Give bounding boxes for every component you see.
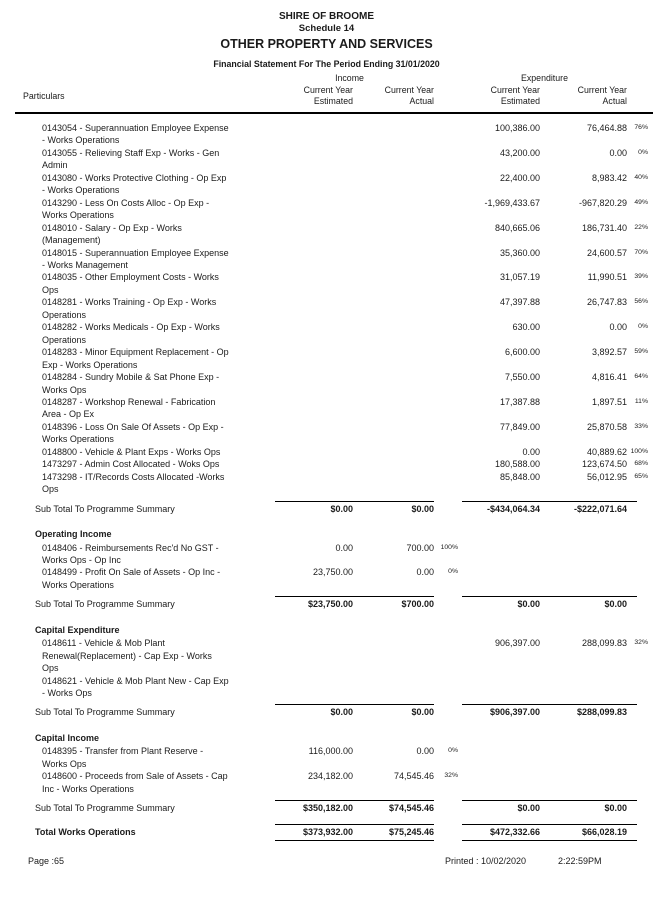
column-rule-row	[15, 596, 653, 597]
row-particulars: 0148283 - Minor Equipment Replacement - Op Exp - Works Operations	[42, 347, 229, 370]
income-estimated-header	[265, 85, 353, 107]
row-expenditure-estimated: 906,397.00	[494, 638, 540, 649]
subtotal-expenditure-estimated: -$434,064.34	[486, 503, 540, 514]
row-income-percent: 100%	[440, 543, 458, 551]
income-rule	[275, 704, 434, 705]
subtotal-row	[15, 802, 653, 814]
row-expenditure-percent: 100%	[630, 447, 648, 455]
subtotal-expenditure-actual: $0.00	[604, 599, 627, 610]
row-income-actual: 700.00	[406, 542, 434, 553]
row-particulars: 0148281 - Works Training - Op Exp - Works Operations	[42, 297, 217, 320]
row-expenditure-percent: 11%	[634, 397, 648, 405]
row-particulars: 0148800 - Vehicle & Plant Exps - Works Ops	[42, 446, 221, 457]
subtotal-income-actual: $700.00	[401, 599, 434, 610]
row-expenditure-estimated: 6,600.00	[504, 347, 540, 358]
income-rule	[275, 840, 434, 841]
row-expenditure-estimated: 180,588.00	[494, 459, 540, 470]
expenditure-actual-header	[540, 85, 627, 107]
row-particulars: 0143080 - Works Protective Clothing - Op Exp - Works Operations	[42, 172, 227, 196]
table-row	[15, 637, 653, 674]
current-year-label: Current Year	[490, 85, 540, 95]
row-income-estimated: 234,182.00	[307, 771, 353, 782]
row-particulars: 1473298 - IT/Records Costs Allocated -Works Ops	[42, 471, 225, 495]
row-expenditure-percent: 49%	[634, 198, 648, 206]
table-row	[15, 471, 653, 496]
table-row	[15, 396, 653, 421]
subtotal-label: Sub Total To Programme Summary	[35, 803, 175, 814]
column-header-row	[15, 85, 653, 107]
table-body	[0, 122, 653, 841]
expenditure-group-label: Expenditure	[521, 73, 568, 83]
table-row	[15, 542, 653, 567]
row-expenditure-estimated: 100,386.00	[494, 123, 540, 133]
actual-label: Actual	[409, 96, 434, 106]
income-group-label: Income	[335, 73, 364, 83]
schedule-label: Schedule 14	[298, 23, 355, 34]
row-income-percent: 0%	[448, 568, 458, 576]
income-rule	[275, 824, 434, 825]
row-expenditure-actual: 24,600.57	[586, 247, 627, 258]
table-row	[15, 770, 653, 795]
row-expenditure-estimated: 43,200.00	[499, 147, 540, 158]
income-rule	[275, 800, 434, 801]
row-expenditure-estimated: 35,360.00	[499, 247, 540, 258]
table-row	[15, 566, 653, 591]
row-income-actual: 0.00	[416, 746, 434, 757]
row-expenditure-percent: 68%	[634, 460, 648, 468]
row-expenditure-actual: 0.00	[609, 147, 627, 158]
subtotal-row	[15, 503, 653, 515]
table-row	[15, 222, 653, 247]
subtotal-income-actual: $75,245.46	[388, 826, 434, 837]
row-expenditure-actual: 11,990.51	[587, 272, 627, 283]
subtotal-income-actual: $0.00	[411, 503, 434, 514]
row-particulars: 0148035 - Other Employment Costs - Works Ops	[42, 272, 219, 295]
row-particulars: 0148406 - Reimbursements Rec'd No GST - Works Ops - Op Inc	[42, 542, 219, 565]
subtotal-expenditure-estimated: $0.00	[517, 803, 540, 814]
section-heading: Capital Income	[35, 732, 100, 743]
row-expenditure-estimated: 31,057.19	[499, 272, 540, 283]
column-rule-row	[15, 800, 653, 801]
row-expenditure-actual: 288,099.83	[581, 638, 627, 649]
section-heading: Capital Expenditure	[35, 624, 120, 635]
row-expenditure-actual: 1,897.51	[591, 396, 627, 407]
expenditure-rule	[462, 800, 637, 801]
section-heading: Operating Income	[35, 529, 112, 540]
subtotal-expenditure-estimated: $472,332.66	[489, 826, 540, 837]
row-particulars: 0148284 - Sundry Mobile & Sat Phone Exp - Works Ops	[42, 372, 220, 395]
subtotal-row	[15, 706, 653, 718]
current-year-label: Current Year	[577, 85, 627, 95]
current-year-label: Current Year	[384, 85, 434, 95]
actual-label: Actual	[602, 96, 627, 106]
row-expenditure-actual: -967,820.29	[578, 197, 627, 208]
table-row	[15, 446, 653, 458]
subtotal-row	[15, 598, 653, 610]
row-particulars: 0148015 - Superannuation Employee Expense - Works Management	[42, 247, 229, 270]
row-expenditure-estimated: 840,665.06	[494, 222, 540, 233]
row-expenditure-estimated: 47,397.88	[499, 297, 540, 308]
row-expenditure-actual: 76,464.88	[586, 123, 627, 133]
row-income-actual: 0.00	[416, 567, 434, 578]
row-income-estimated: 116,000.00	[308, 746, 353, 757]
row-particulars: 0148282 - Works Medicals - Op Exp - Works Operations	[42, 322, 220, 345]
table-row	[15, 675, 653, 700]
table-row	[15, 321, 653, 346]
section-heading-row	[15, 624, 653, 636]
row-expenditure-actual: 8,983.42	[591, 172, 627, 183]
row-expenditure-actual: 123,674.50	[581, 459, 627, 470]
total-block	[0, 824, 653, 841]
row-particulars: 0148611 - Vehicle & Mob Plant Renewal(Replacement) - Cap Exp - Works Ops	[42, 638, 212, 674]
subtotal-label: Sub Total To Programme Summary	[35, 599, 175, 610]
subtotal-expenditure-actual: $66,028.19	[581, 826, 627, 837]
row-particulars: 0143290 - Less On Costs Alloc - Op Exp - Works Operations	[42, 197, 210, 221]
row-expenditure-estimated: 77,849.00	[499, 421, 540, 432]
row-expenditure-actual: 25,870.58	[586, 421, 627, 432]
expenditure-rule	[462, 824, 637, 825]
row-particulars: 0148396 - Loss On Sale Of Assets - Op Exp - Works Operations	[42, 421, 224, 445]
row-expenditure-percent: 76%	[634, 124, 648, 131]
table-header	[0, 73, 653, 107]
row-particulars: 0148287 - Workshop Renewal - Fabrication Area - Op Ex	[42, 396, 216, 420]
row-particulars: 0143054 - Superannuation Employee Expense - Works Operations	[42, 123, 229, 146]
printed-date: Printed : 10/02/2020	[445, 856, 527, 866]
table-row	[15, 122, 653, 147]
row-income-estimated: 23,750.00	[312, 567, 353, 578]
row-expenditure-percent: 59%	[634, 348, 648, 356]
row-expenditure-estimated: -1,969,433.67	[484, 197, 540, 208]
row-income-estimated: 0.00	[335, 542, 353, 553]
income-rule	[275, 596, 434, 597]
row-particulars: 0148010 - Salary - Op Exp - Works (Management)	[42, 222, 182, 246]
expenditure-rule	[462, 840, 637, 841]
estimated-label: Estimated	[500, 96, 540, 106]
total-row	[15, 826, 653, 838]
document-header	[0, 0, 653, 70]
subtotal-income-estimated: $350,182.00	[302, 803, 353, 814]
row-particulars: 0143055 - Relieving Staff Exp - Works - Gen Admin	[42, 147, 220, 171]
row-expenditure-estimated: 630.00	[512, 322, 540, 333]
subtotal-label: Sub Total To Programme Summary	[35, 503, 175, 514]
table-row	[15, 247, 653, 272]
page-title: OTHER PROPERTY AND SERVICES	[220, 37, 433, 51]
row-expenditure-actual: 4,816.41	[591, 372, 627, 383]
statement-subtitle: Financial Statement For The Period Ending 31/01/2020	[213, 59, 440, 69]
subtotal-label: Total Works Operations	[35, 826, 136, 837]
row-expenditure-percent: 64%	[634, 373, 648, 381]
row-expenditure-estimated: 85,848.00	[499, 471, 540, 482]
column-rule-row	[15, 501, 653, 502]
current-year-label: Current Year	[303, 85, 353, 95]
table-row	[15, 172, 653, 197]
subtotal-expenditure-actual: $288,099.83	[576, 707, 627, 718]
income-actual-header	[353, 85, 434, 107]
subtotal-income-actual: $0.00	[411, 707, 434, 718]
expenditure-estimated-header	[462, 85, 540, 107]
row-expenditure-percent: 40%	[634, 173, 648, 181]
subtotal-expenditure-estimated: $906,397.00	[489, 707, 540, 718]
row-expenditure-percent: 65%	[634, 472, 648, 480]
row-expenditure-percent: 32%	[634, 639, 648, 647]
row-particulars: 0148621 - Vehicle & Mob Plant New - Cap Exp - Works Ops	[42, 675, 229, 699]
subtotal-expenditure-estimated: $0.00	[517, 599, 540, 610]
table-row	[15, 371, 653, 396]
row-income-percent: 0%	[448, 747, 458, 755]
subtotal-income-actual: $74,545.46	[388, 803, 434, 814]
row-expenditure-percent: 39%	[634, 273, 648, 281]
table-row	[15, 458, 653, 470]
row-expenditure-actual: 40,889.62	[586, 446, 627, 457]
subtotal-expenditure-actual: -$222,071.64	[573, 503, 627, 514]
row-particulars: 0148600 - Proceeds from Sale of Assets - Cap Inc - Works Operations	[42, 771, 228, 794]
row-expenditure-percent: 22%	[634, 223, 648, 231]
row-expenditure-percent: 0%	[638, 148, 648, 156]
section-heading-row	[15, 528, 653, 540]
expenditure-rule	[462, 596, 637, 597]
row-income-percent: 32%	[444, 772, 458, 780]
column-rule-row	[15, 840, 653, 841]
subtotal-label: Sub Total To Programme Summary	[35, 707, 175, 718]
row-expenditure-actual: 186,731.40	[581, 222, 627, 233]
row-particulars: 1473297 - Admin Cost Allocated - Woks Ops	[42, 459, 220, 470]
row-expenditure-estimated: 7,550.00	[504, 372, 540, 383]
row-expenditure-actual: 0.00	[609, 322, 627, 333]
row-particulars: 0148395 - Transfer from Plant Reserve - Works Ops	[42, 746, 204, 769]
row-expenditure-percent: 70%	[634, 248, 648, 256]
subtotal-expenditure-actual: $0.00	[604, 803, 627, 814]
column-rule-row	[15, 824, 653, 825]
table-row	[15, 296, 653, 321]
table-row	[15, 271, 653, 296]
table-row	[15, 147, 653, 172]
table-row	[15, 197, 653, 222]
row-expenditure-estimated: 17,387.88	[499, 396, 540, 407]
row-income-actual: 74,545.46	[393, 771, 434, 782]
subtotal-income-estimated: $23,750.00	[307, 599, 353, 610]
table-row	[15, 745, 653, 770]
org-name: SHIRE OF BROOME	[278, 11, 374, 22]
printed-time: 2:22:59PM	[558, 856, 602, 866]
row-expenditure-actual: 56,012.95	[586, 471, 627, 482]
particulars-header: Particulars	[23, 90, 65, 101]
subtotal-income-estimated: $0.00	[330, 707, 353, 718]
row-expenditure-percent: 56%	[634, 298, 648, 306]
expenditure-rule	[462, 501, 637, 502]
row-expenditure-estimated: 22,400.00	[499, 172, 540, 183]
subtotal-income-estimated: $373,932.00	[302, 826, 353, 837]
subtotal-income-estimated: $0.00	[330, 503, 353, 514]
row-expenditure-actual: 3,892.57	[591, 347, 627, 358]
estimated-label: Estimated	[313, 96, 353, 106]
income-rule	[275, 501, 434, 502]
row-expenditure-actual: 26,747.83	[586, 297, 627, 308]
table-row	[15, 421, 653, 446]
row-particulars: 0148499 - Profit On Sale of Assets - Op Inc - Works Operations	[42, 567, 221, 590]
table-row	[15, 346, 653, 371]
row-expenditure-percent: 0%	[638, 323, 648, 331]
page-number: Page :65	[28, 856, 65, 866]
header-rule	[15, 112, 653, 114]
column-group-row	[15, 73, 653, 84]
section-heading-row	[15, 732, 653, 744]
row-expenditure-estimated: 0.00	[522, 446, 540, 457]
row-expenditure-percent: 33%	[634, 422, 648, 430]
expenditure-rule	[462, 704, 637, 705]
column-rule-row	[15, 704, 653, 705]
